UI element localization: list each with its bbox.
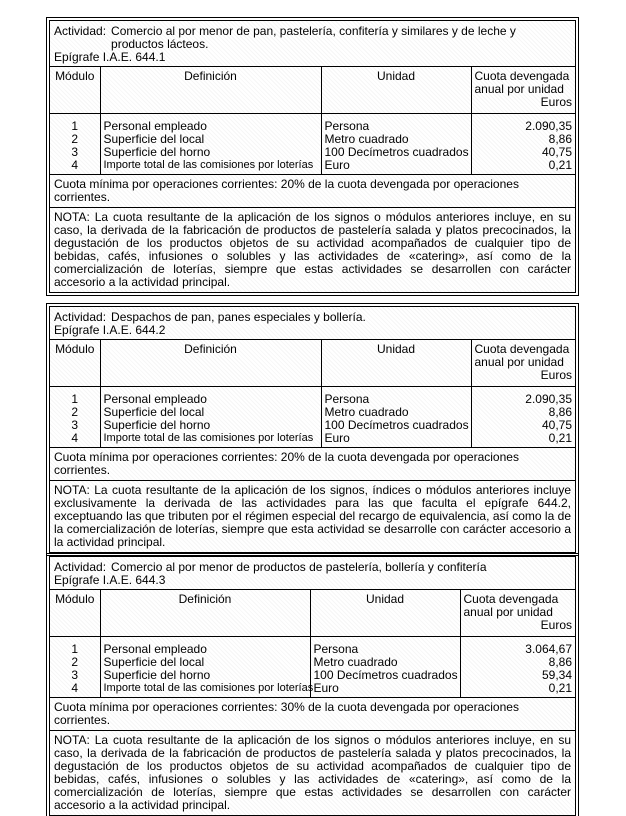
- definition-text: Superficie del local: [103, 655, 205, 669]
- actividad-line: [54, 25, 571, 51]
- header-cuota-unit: Euros: [540, 368, 572, 382]
- unit-text: Persona: [324, 392, 370, 406]
- definition-text: Superficie del horno: [103, 668, 211, 682]
- values-cell: [471, 114, 575, 175]
- table-header-row: [50, 590, 575, 637]
- definition-text: Superficie del horno: [103, 145, 211, 159]
- modulo-number: 2: [71, 405, 79, 419]
- epigrafe: Epígrafe I.A.E. 644.3: [54, 573, 166, 587]
- modulo-numbers-cell: [50, 387, 100, 448]
- actividad-label: Actividad:: [54, 560, 107, 574]
- cuota-value: 8,86: [548, 405, 572, 419]
- definition-text: Personal empleado: [103, 642, 207, 656]
- definitions-cell: [100, 114, 321, 175]
- values-cell: [471, 387, 575, 448]
- modulo-number: 1: [71, 119, 79, 133]
- units-cell: [321, 387, 471, 448]
- cuota-value: 40,75: [541, 418, 572, 432]
- header-cuota-line2: anual por unidad: [474, 355, 564, 369]
- header-cuota-line2: anual por unidad: [463, 605, 553, 619]
- modulo-numbers-cell: [50, 637, 100, 698]
- header-unidad: Unidad: [321, 340, 471, 387]
- definition-text: Personal empleado: [103, 392, 207, 406]
- modules-table: [50, 590, 575, 698]
- cuota-value: 2.090,35: [525, 119, 572, 133]
- cuota-value: 0,21: [548, 681, 572, 695]
- definition-text: Superficie del local: [103, 405, 205, 419]
- unit-text: Metro cuadrado: [313, 655, 398, 669]
- cuota-value: 0,21: [548, 431, 572, 445]
- header-cuota-line1: Cuota devengada: [474, 69, 570, 83]
- header-cuota-line1: Cuota devengada: [463, 592, 559, 606]
- modulo-numbers-cell: [50, 114, 100, 175]
- cuota-value: 59,34: [541, 668, 572, 682]
- definition-text: Personal empleado: [103, 119, 207, 133]
- table-body-row: [50, 114, 575, 175]
- modulo-number: 2: [71, 655, 79, 669]
- unit-text: 100 Decímetros cuadrados: [324, 145, 469, 159]
- section-header: [50, 307, 575, 340]
- modules-table: [50, 67, 575, 175]
- section-header: [50, 557, 575, 590]
- cuota-value: 8,86: [548, 132, 572, 146]
- cuota-value: 8,86: [548, 655, 572, 669]
- cuota-minima: Cuota mínima por operaciones corrientes: 30% de la cuota devengada por operaciones corrientes.: [50, 698, 575, 731]
- modulo-number: 4: [71, 158, 79, 172]
- header-cuota-line2: anual por unidad: [474, 82, 564, 96]
- actividad-label: Actividad:: [54, 310, 107, 324]
- modulo-number: 1: [71, 392, 79, 406]
- definition-text: Superficie del local: [103, 132, 205, 146]
- table-header-row: [50, 67, 575, 114]
- modulo-number: 3: [71, 145, 79, 159]
- unit-text: 100 Decímetros cuadrados: [313, 668, 458, 682]
- cuota-minima: Cuota mínima por operaciones corrientes: 20% de la cuota devengada por operaciones corrientes.: [50, 175, 575, 208]
- definitions-cell: [100, 637, 314, 698]
- header-cuota: [471, 67, 575, 114]
- actividad-label: Actividad:: [54, 24, 107, 38]
- modulo-number: 3: [71, 668, 79, 682]
- unit-text: 100 Decímetros cuadrados: [324, 418, 469, 432]
- values-cell: [460, 637, 575, 698]
- header-modulo: Módulo: [50, 67, 100, 114]
- modulo-number: 2: [71, 132, 79, 146]
- section-644-2: [49, 306, 576, 553]
- unit-text: Euro: [324, 158, 350, 172]
- actividad-text: Comercio al por menor de productos de pastelería, bollería y confitería: [111, 560, 487, 574]
- table-header-row: [50, 340, 575, 387]
- header-cuota-line1: Cuota devengada: [474, 342, 570, 356]
- nota-text: NOTA: La cuota resultante de la aplicación de los signos o módulos anteriores incluye, en su caso, la derivada de la fabricación de productos de pastelería salada y platos precocinados, la degustación de los productos objetos de su actividad acompañados de cualquier tipo de bebidas, cafés, infusiones o solubles y las actividades de «catering», así como de la comercialización de loterías, siempre que estas actividades se desarrollen con carácter accesorio a la actividad principal.: [54, 210, 571, 289]
- modulo-number: 4: [71, 681, 79, 695]
- section-644-1: [49, 20, 576, 293]
- unit-text: Metro cuadrado: [324, 405, 409, 419]
- header-unidad: Unidad: [321, 67, 471, 114]
- cuota-value: 2.090,35: [525, 392, 572, 406]
- epigrafe: Epígrafe I.A.E. 644.2: [54, 323, 166, 337]
- cuota-value: 3.064,67: [525, 642, 572, 656]
- header-cuota-unit: Euros: [540, 95, 572, 109]
- definition-text: Superficie del horno: [103, 418, 211, 432]
- actividad-text: Despachos de pan, panes especiales y bollería.: [111, 310, 366, 324]
- definition-text: Importe total de las comisiones por loterías: [103, 682, 314, 694]
- table-body-row: [50, 637, 575, 698]
- modules-table: [50, 340, 575, 448]
- header-definicion: Definición: [100, 67, 321, 114]
- header-modulo: Módulo: [50, 340, 100, 387]
- definition-text: Importe total de las comisiones por loterías: [103, 159, 314, 171]
- definitions-cell: [100, 387, 321, 448]
- header-definicion: Definición: [100, 340, 321, 387]
- units-cell: [321, 114, 471, 175]
- units-cell: [310, 637, 460, 698]
- section-header: [50, 21, 575, 67]
- actividad-text: Comercio al por menor de pan, pastelería, confitería y similares y de leche y productos lácteos.: [111, 24, 516, 51]
- header-cuota-unit: Euros: [540, 618, 572, 632]
- definition-text: Importe total de las comisiones por loterías: [103, 432, 314, 444]
- section-644-3: [49, 556, 576, 816]
- unit-text: Persona: [324, 119, 370, 133]
- unit-text: Persona: [313, 642, 359, 656]
- table-body-row: [50, 387, 575, 448]
- header-cuota: [471, 340, 575, 387]
- unit-text: Euro: [324, 431, 350, 445]
- header-unidad: Unidad: [310, 590, 460, 637]
- modulo-number: 1: [71, 642, 79, 656]
- cuota-value: 0,21: [548, 158, 572, 172]
- unit-text: Euro: [313, 681, 339, 695]
- cuota-value: 40,75: [541, 145, 572, 159]
- header-definicion: Definición: [100, 590, 310, 637]
- cuota-minima: Cuota mínima por operaciones corrientes: 20% de la cuota devengada por operaciones corrientes.: [50, 448, 575, 481]
- modulo-number: 4: [71, 431, 79, 445]
- unit-text: Metro cuadrado: [324, 132, 409, 146]
- epigrafe: Epígrafe I.A.E. 644.1: [54, 50, 166, 64]
- header-modulo: Módulo: [50, 590, 100, 637]
- header-cuota: [460, 590, 575, 637]
- modulo-number: 3: [71, 418, 79, 432]
- nota-text: NOTA: La cuota resultante de la aplicación de los signos o módulos anteriores incluye, en su caso, la derivada de la fabricación de productos de pastelería salada y platos precocinados, la degustación de los productos objetos de su actividad acompañados de cualquier tipo de bebidas, cafés, infusiones o solubles y las actividades de «catering», así como de la comercialización de loterías, siempre que estas actividades se desarrollen con carácter accesorio a la actividad principal.: [54, 733, 571, 812]
- nota-text: NOTA: La cuota resultante de la aplicación de los signos, índices o módulos anteriores incluye exclusivamente la derivada de las actividades para las que faculta el epígrafe 644.2, exceptuando las que tributen por el régimen especial del recargo de equivalencia, así como la de la comercialización de loterías, siempre que esta actividad se desarrolle con carácter accesorio a la actividad principal.: [54, 483, 571, 549]
